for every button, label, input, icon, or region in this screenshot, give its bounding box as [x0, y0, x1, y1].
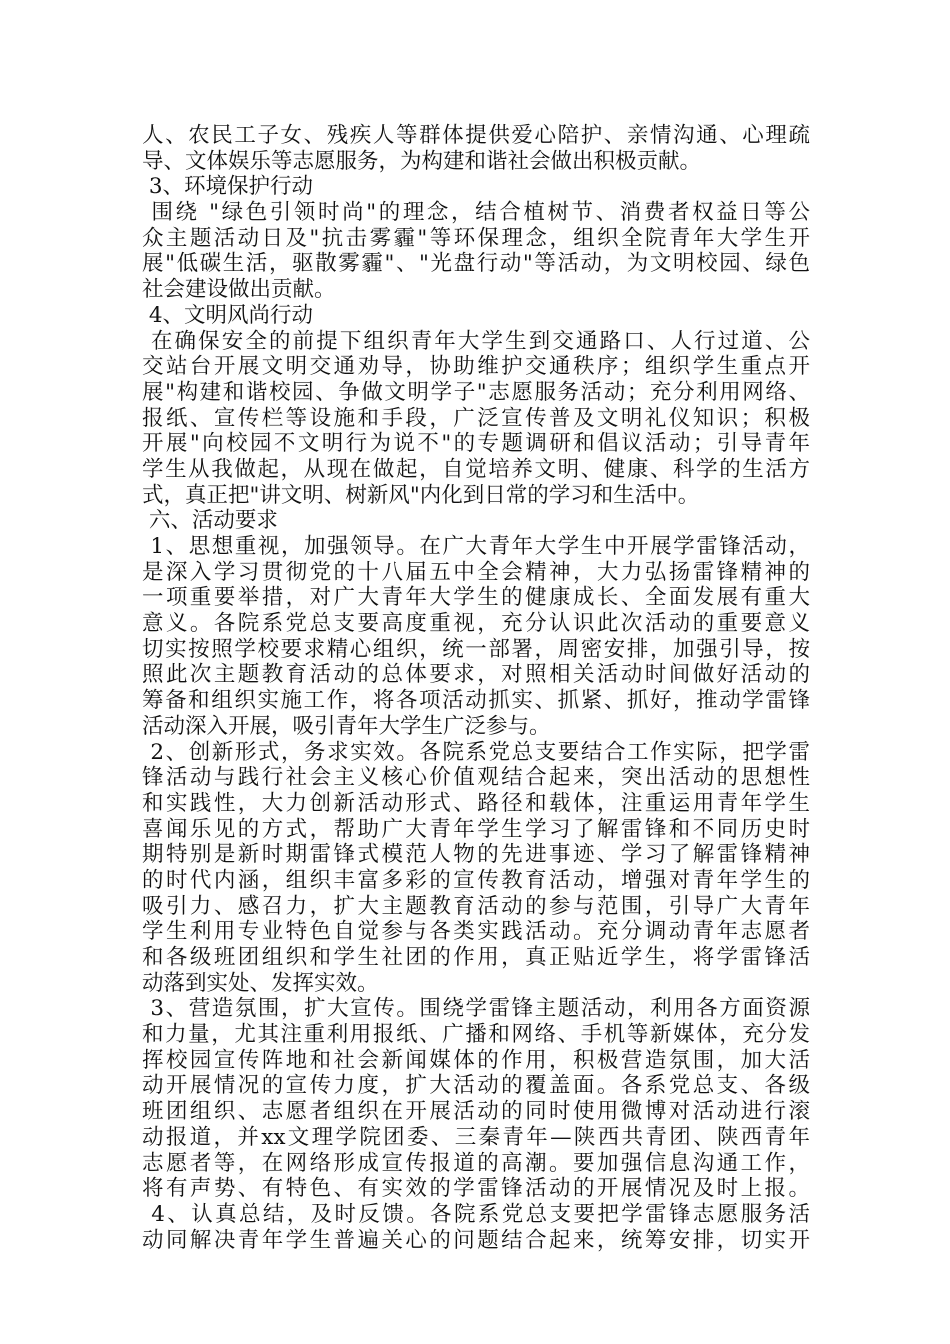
- text-line: 班团组织、志愿者组织在开展活动的同时使用微博对活动进行滚: [142, 1099, 810, 1125]
- text-line: 4、认真总结，及时反馈。各院系党总支要把学雷锋志愿服务活: [142, 1201, 810, 1227]
- text-line: 式，真正把"讲文明、树新风"内化到日常的学习和生活中。: [142, 482, 700, 508]
- text-line: 动报道，并xx文理学院团委、三秦青年—陕西共青团、陕西青年: [142, 1124, 810, 1150]
- text-line: 切实按照学校要求精心组织，统一部署，周密安排，加强引导，按: [142, 636, 810, 662]
- text-line: 学生利用专业特色自觉参与各类实践活动。充分调动青年志愿者: [142, 919, 810, 945]
- text-line: 意义。各院系党总支要高度重视，充分认识此次活动的重要意义: [142, 611, 810, 637]
- section-heading: 4、文明风尚行动: [142, 302, 314, 328]
- text-line: 吸引力、感召力，扩大主题教育活动的参与范围，引导广大青年: [142, 893, 810, 919]
- section-heading: 3、环境保护行动: [142, 174, 314, 200]
- text-line: 人、农民工子女、残疾人等群体提供爱心陪护、亲情沟通、心理疏: [142, 123, 810, 148]
- text-line: 喜闻乐见的方式，帮助广大青年学生学习了解雷锋和不同历史时: [142, 816, 810, 842]
- text-line: 和各级班团组织和学生社团的作用，真正贴近学生，将学雷锋活: [142, 945, 810, 970]
- text-line: 众主题活动日及"抗击雾霾"等环保理念，组织全院青年大学生开: [142, 225, 810, 251]
- text-line: 学生从我做起，从现在做起，自觉培养文明、健康、科学的生活方: [142, 456, 810, 482]
- text-line: 展"构建和谐校园、争做文明学子"志愿服务活动；充分利用网络、: [142, 379, 810, 405]
- text-line: 围绕 "绿色引领时尚"的理念，结合植树节、消费者权益日等公: [142, 200, 810, 226]
- text-line: 照此次主题教育活动的总体要求，对照相关活动时间做好活动的: [142, 662, 810, 688]
- text-line: 和力量，尤其注重利用报纸、广播和网络、手机等新媒体，充分发: [142, 1022, 810, 1048]
- document-body: [142, 123, 810, 1253]
- text-line: 报纸、宣传栏等设施和手段，广泛宣传普及文明礼仪知识；积极: [142, 405, 810, 431]
- text-line: 将有声势、有特色、有实效的学雷锋活动的开展情况及时上报。: [142, 1176, 810, 1202]
- text-line: 导、文体娱乐等志愿服务，为构建和谐社会做出积极贡献。: [142, 148, 702, 174]
- text-line: 在确保安全的前提下组织青年大学生到交通路口、人行过道、公: [142, 328, 810, 354]
- text-line: 的时代内涵，组织丰富多彩的宣传教育活动，增强对青年学生的: [142, 867, 810, 893]
- text-line: 3、营造氛围，扩大宣传。围绕学雷锋主题活动，利用各方面资源: [142, 996, 810, 1022]
- text-line: 锋活动与践行社会主义核心价值观结合起来，突出活动的思想性: [142, 765, 810, 791]
- text-line: 活动深入开展，吸引青年大学生广泛参与。: [142, 713, 551, 739]
- text-line: 展"低碳生活，驱散雾霾"、"光盘行动"等活动，为文明校园、绿色: [142, 251, 810, 277]
- text-line: 是深入学习贯彻党的十八届五中全会精神，大力弘扬雷锋精神的: [142, 559, 810, 585]
- text-line: 交站台开展文明交通劝导，协助维护交通秩序；组织学生重点开: [142, 354, 810, 380]
- text-line: 期特别是新时期雷锋式模范人物的先进事迹、学习了解雷锋精神: [142, 842, 810, 868]
- section-heading: 六、活动要求: [142, 508, 278, 534]
- text-line: 开展"向校园不文明行为说不"的专题调研和倡议活动；引导青年: [142, 431, 810, 457]
- text-line: 动落到实处、发挥实效。: [142, 970, 379, 996]
- text-line: 筹备和组织实施工作，将各项活动抓实、抓紧、抓好，推动学雷锋: [142, 688, 810, 714]
- text-line: 2、创新形式，务求实效。各院系党总支要结合工作实际，把学雷: [142, 739, 810, 765]
- text-line: 1、思想重视，加强领导。在广大青年大学生中开展学雷锋活动，: [142, 534, 810, 559]
- text-line: 和实践性，大力创新活动形式、路径和载体，注重运用青年学生: [142, 790, 810, 816]
- text-line: 志愿者等，在网络形成宣传报道的高潮。要加强信息沟通工作，: [142, 1150, 810, 1176]
- text-line: 社会建设做出贡献。: [142, 277, 336, 303]
- text-line: 动开展情况的宣传力度，扩大活动的覆盖面。各系党总支、各级: [142, 1073, 810, 1099]
- text-line: 一项重要举措，对广大青年大学生的健康成长、全面发展有重大: [142, 585, 810, 611]
- text-line: 挥校园宣传阵地和社会新闻媒体的作用，积极营造氛围，加大活: [142, 1047, 810, 1073]
- text-line: 动同解决青年学生普遍关心的问题结合起来，统筹安排，切实开: [142, 1227, 810, 1253]
